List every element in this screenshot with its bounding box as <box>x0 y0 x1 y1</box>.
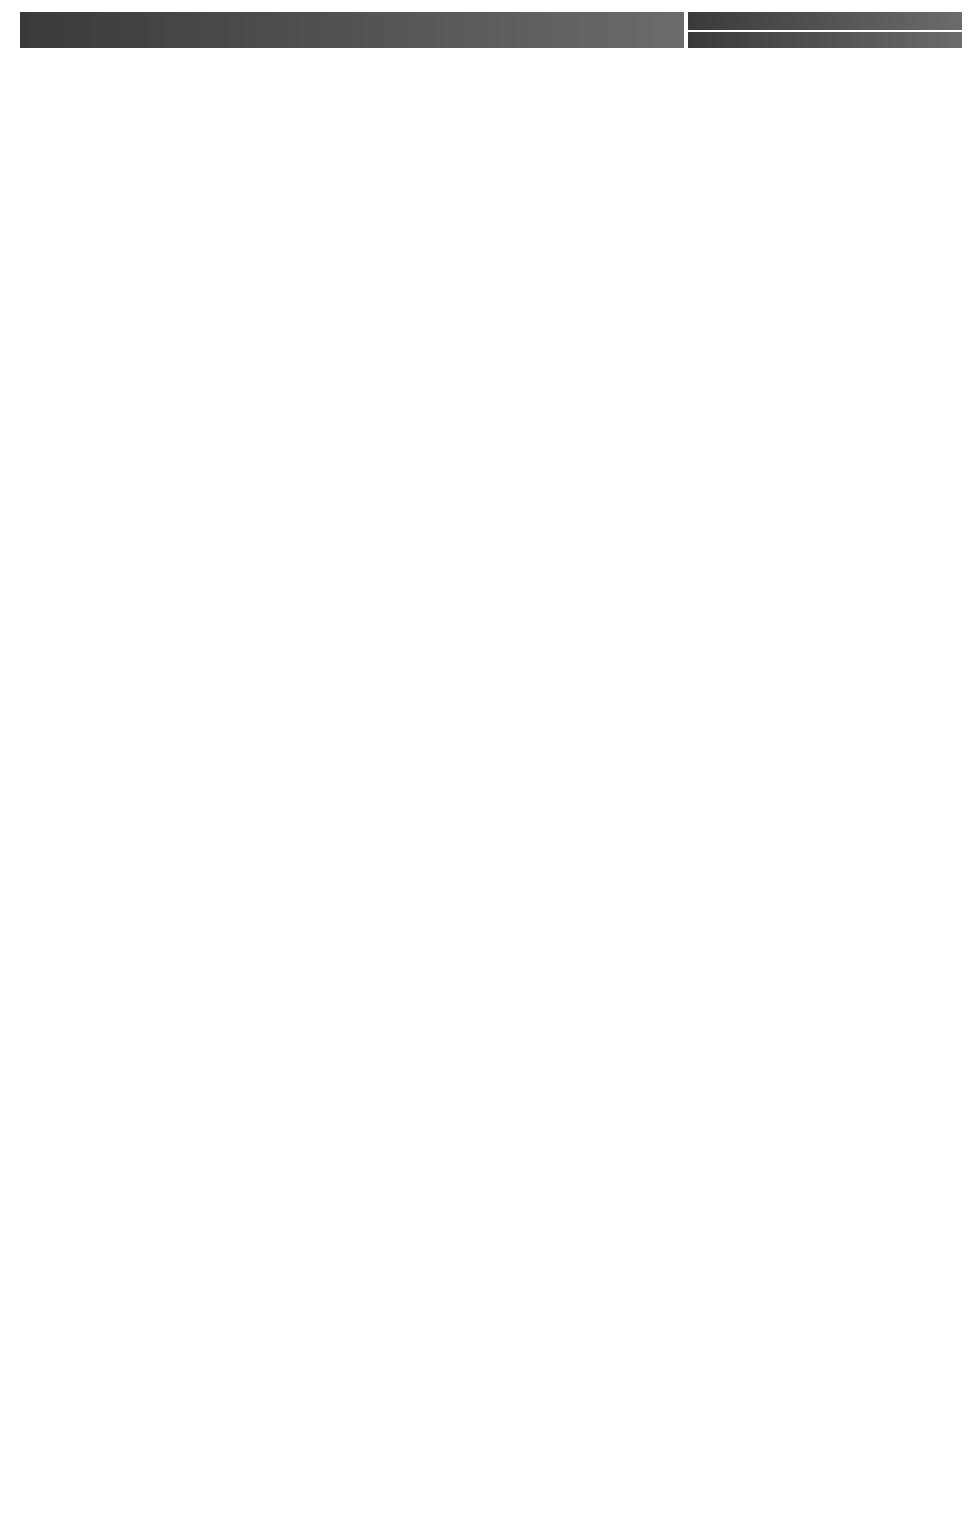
product-header <box>688 12 962 30</box>
power-header <box>688 32 962 48</box>
main-title-bar <box>20 12 684 48</box>
